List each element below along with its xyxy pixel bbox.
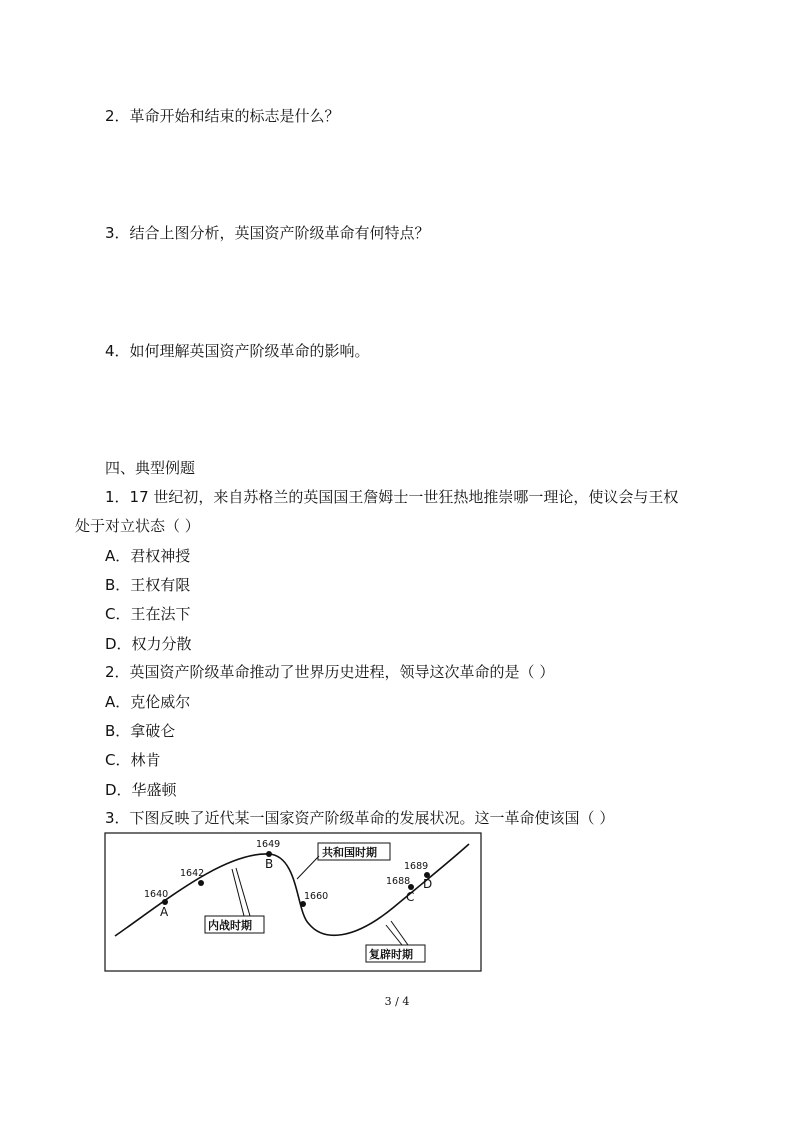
republic-period-label: 共和国时期 <box>322 846 377 859</box>
example-2-option-a: A．克伦威尔 <box>105 693 191 711</box>
point-label-d: D <box>423 877 433 891</box>
example-1-stem-line2: 处于对立状态（ ） <box>75 517 200 535</box>
year-label-1640: 1640 <box>144 889 169 900</box>
example-1-option-d: D．权力分散 <box>105 635 192 653</box>
point-label-b: B <box>265 857 274 871</box>
restoration-pointer-1 <box>386 925 402 945</box>
question-2: 2．革命开始和结束的标志是什么？ <box>105 107 340 125</box>
point-label-c: C <box>406 890 415 904</box>
example-2-stem: 2．英国资产阶级革命推动了世界历史进程，领导这次革命的是（ ） <box>105 663 555 681</box>
year-label-1660: 1660 <box>304 891 329 902</box>
year-label-1642: 1642 <box>180 868 205 879</box>
example-2-option-c: C．林肯 <box>105 751 161 769</box>
example-1-option-b: B．王权有限 <box>105 576 191 594</box>
page-number: 3 / 4 <box>384 995 410 1008</box>
example-1-option-a: A．君权神授 <box>105 547 191 565</box>
republic-pointer <box>297 856 319 879</box>
year-label-1689: 1689 <box>404 861 429 872</box>
question-3: 3．结合上图分析，英国资产阶级革命有何特点？ <box>105 224 430 242</box>
year-label-1649: 1649 <box>256 839 281 850</box>
example-1-option-c: C．王在法下 <box>105 605 191 623</box>
example-2-option-d: D．华盛顿 <box>105 781 177 799</box>
example-1-stem-line1: 1．17 世纪初，来自苏格兰的英国国王詹姆士一世狂热地推崇哪一理论，使议会与王权 <box>105 488 679 506</box>
civil-war-period-label: 内战时期 <box>208 919 252 932</box>
revolution-timeline-figure <box>104 832 482 972</box>
question-4: 4．如何理解英国资产阶级革命的影响。 <box>105 342 370 360</box>
example-3-stem: 3．下图反映了近代某一国家资产阶级革命的发展状况。这一革命使该国（ ） <box>105 809 615 827</box>
restoration-period-label: 复辟时期 <box>369 948 413 961</box>
year-label-1688: 1688 <box>386 876 411 887</box>
example-2-option-b: B．拿破仑 <box>105 722 176 740</box>
point-label-a: A <box>160 905 169 919</box>
section-title: 四、典型例题 <box>105 459 196 477</box>
point-1642 <box>198 880 204 886</box>
